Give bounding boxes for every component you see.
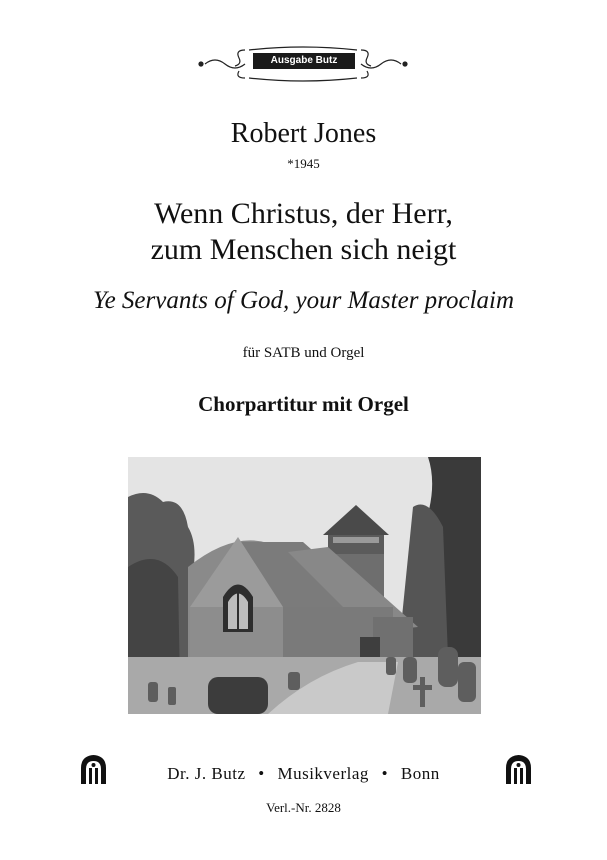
church-photo <box>128 457 481 714</box>
publisher-city: Bonn <box>400 764 440 783</box>
english-title: Ye Servants of God, your Master proclaim <box>92 287 515 314</box>
edition-type: Chorpartitur mit Orgel <box>198 392 409 416</box>
scoring: für SATB und Orgel <box>242 345 365 361</box>
series-label: Ausgabe Butz <box>253 53 355 69</box>
work-title <box>0 196 607 268</box>
catalog-number: Verl.-Nr. 2828 <box>266 800 341 815</box>
church-image <box>128 457 481 714</box>
separator-dot: • <box>258 764 265 783</box>
separator-dot: • <box>381 764 389 783</box>
composer-dates: *1945 <box>287 156 320 171</box>
publisher-name: Dr. J. Butz <box>167 764 246 783</box>
arch-right-icon <box>505 754 532 784</box>
composer-name: Robert Jones <box>230 118 377 149</box>
publisher-type: Musikverlag <box>277 764 369 783</box>
series-badge <box>195 44 411 84</box>
title-line-2: zum Menschen sich neigt <box>150 233 457 266</box>
title-line-1: Wenn Christus, der Herr, <box>154 197 453 230</box>
